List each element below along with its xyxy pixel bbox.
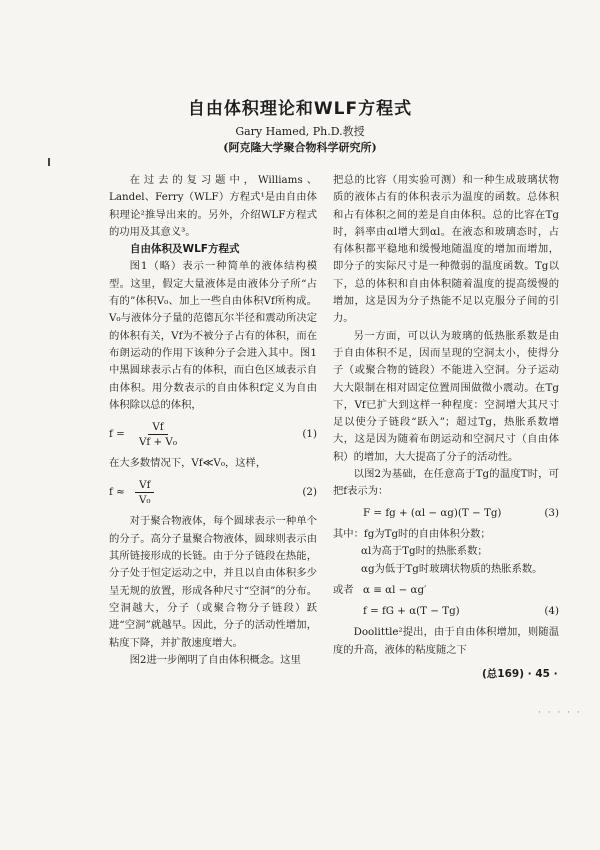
- eq1-number: (1): [302, 428, 317, 440]
- eq1-denominator: Vf + V₀: [139, 436, 177, 449]
- definition-text: αl为高于Tg时的热胀系数；: [361, 545, 488, 558]
- alpha-definition: [333, 582, 559, 599]
- definition-2: [333, 561, 559, 578]
- eq2-number: (2): [302, 486, 317, 499]
- margin-mark: [48, 158, 50, 166]
- scan-artifact: · · · · ·: [538, 708, 582, 718]
- eq1-numerator: Vf: [148, 420, 167, 435]
- alpha-expression: α ≡ αl − αg′: [363, 583, 427, 596]
- eq3-expression: F = fg + (αl − αg)(T − Tg): [363, 506, 502, 519]
- eq3-number: (3): [544, 506, 559, 519]
- paragraph-model: 图1（略）表示一种简单的液体结构模型。这里，假定大量液体是由液体分子所“占有的”体积V₀、加上一些自由体积Vf所构成。V₀与液体分子量的范德瓦尔半径和震动所决定的体积有关，Vf为不被分子占有的体积，而在布朗运动的作用下该种分子会进入其中。图1中黑圆球表示占有的体积，而白色区域表示自由体积。用分数表示的自由体积f定义为自由体积除以总的体积，: [109, 260, 317, 411]
- equation-3: [333, 505, 559, 522]
- eq2-lhs: f ≈: [109, 486, 125, 499]
- paragraph-doolittle: Doolittle²提出，由于自由体积增加，则随温度的升高，液体的粘度随之下: [333, 626, 559, 656]
- eq2-numerator: Vf: [135, 478, 154, 493]
- paragraph-basis: 以图2为基础，在任意高于Tg的温度T时，可把f表示为：: [333, 468, 559, 498]
- paragraph-polymer: 对于聚合物液体，每个圆球表示一种单个的分子。高分子量聚合物液体，圆球则表示由其所链接形成的长链。由于分子链段在热能，分子处于恒定运动之中，并且以自由体积多少呈无规的放置，形成各种尺寸“空洞”的分布。空洞越大，分子（或聚合物分子链段）跃进“空洞”就越早。因此，分子的活动性增加，粘度下降，并扩散速度增大。: [109, 515, 317, 649]
- definition-1: [333, 543, 559, 560]
- section-heading: 自由体积及WLF方程式: [130, 243, 240, 256]
- paragraph-approx: 在大多数情况下，Vf≪V₀，这样，: [109, 457, 267, 470]
- definition-text: αg为低于Tg时玻璃状物质的热胀系数。: [361, 562, 543, 575]
- eq1-fraction: [135, 420, 181, 449]
- definition-text: fg为Tg时的自由体积分数；: [363, 527, 491, 540]
- eq2-fraction: [135, 478, 155, 507]
- eq1-lhs: f =: [109, 428, 125, 440]
- equation-2: [109, 478, 317, 507]
- affiliation-line: (阿克隆大学聚合物科学研究所): [223, 141, 377, 154]
- author-line: Gary Hamed, Ph.D.教授: [235, 125, 365, 138]
- paragraph-figure2: 图2进一步阐明了自由体积概念。这里: [129, 653, 301, 666]
- paragraph-volume: 把总的比容（用实验可测）和一种生成玻璃状物质的液体占有的体积表示为温度的函数。总体积和占有体积之间的差是自由体积。总的比容在Tg时，斜率由αl增大到αl。在液态和玻璃态时，占有体积都平稳地和缓慢地随温度的增加而增加，即分子的实际尺寸是一种微弱的温度函数。Tg以下，总的体积和自由体积随着温度的提高缓慢的增加，这是因为分子热能不足以克服分子间的引力。: [333, 174, 559, 325]
- intro-paragraph: 在过去的复习题中，Williams、Landel、Ferry（WLF）方程式¹是由自由体积理论²推导出来的。另外，介绍WLF方程式的功用及其意义³。: [109, 174, 317, 238]
- paragraph-expansion: 另一方面，可以认为玻璃的低热胀系数是由于自由体积不足，因而呈现的空洞太小，使得分子（或聚合物的链段）不能进入空洞。分子运动大大限制在相对固定位置周围做微小震动。在Tg下，Vf已扩大到这样一种程度：空洞增大其尺寸足以使分子链段“跃入”；超过Tg，热胀系数增大，这是因为随着布朗运动和空洞尺寸（自由体积）的增加，大大提高了分子的活动性。: [333, 329, 559, 463]
- eq4-expression: f = fG + α(T − Tg): [363, 605, 460, 618]
- page-title: 自由体积理论和WLF方程式: [187, 99, 413, 119]
- equation-4: [333, 603, 559, 620]
- eq2-denominator: V₀: [139, 494, 151, 507]
- definition-0: [333, 526, 559, 543]
- left-column: [109, 172, 317, 669]
- equation-1: [109, 420, 317, 449]
- right-column: [333, 172, 559, 659]
- eq4-number: (4): [544, 605, 559, 618]
- or-label: 或者: [333, 583, 354, 596]
- page-number: (总169) · 45 ·: [482, 668, 558, 680]
- definition-label: 其中：: [333, 527, 364, 540]
